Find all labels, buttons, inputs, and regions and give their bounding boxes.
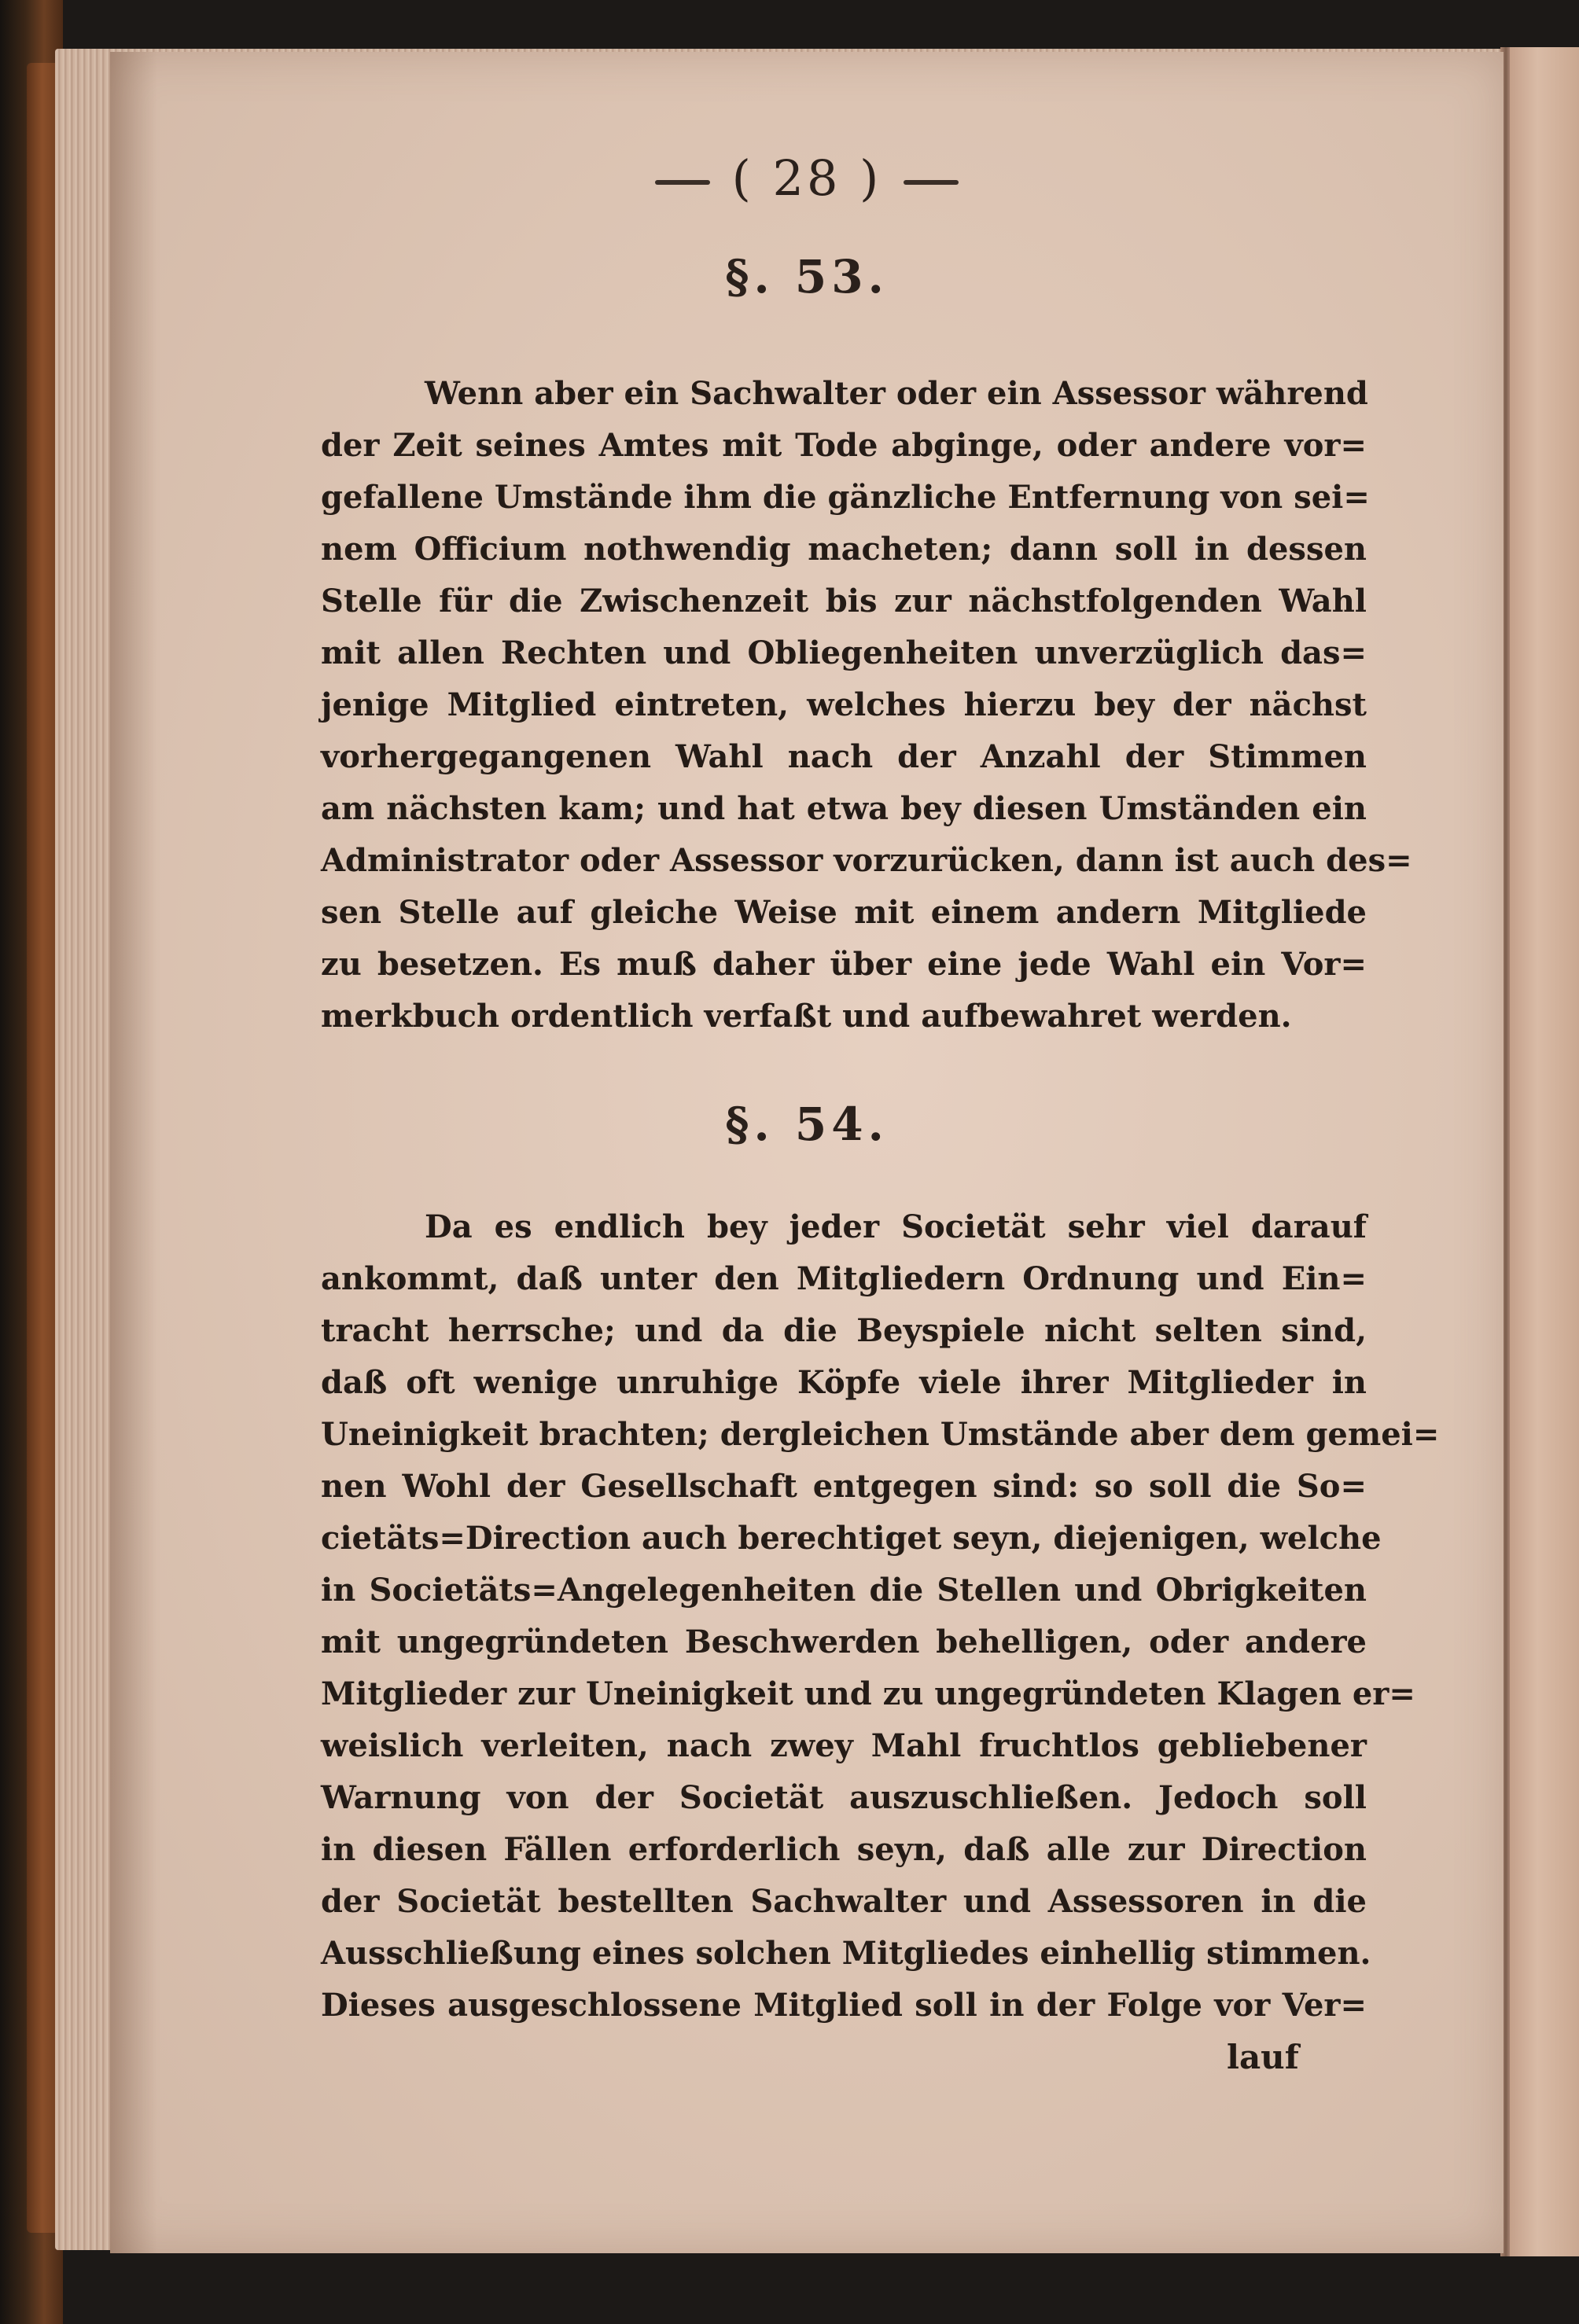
paragraph-line: in diesen Fällen erforderlich seyn, daß alle zur Direction (321, 1831, 1367, 1868)
paragraph-line: nen Wohl der Gesellschaft entgegen sind: so soll die So= (321, 1468, 1367, 1505)
paragraph-line: mit ungegründeten Beschwerden behelligen, oder andere (321, 1623, 1367, 1660)
section-53-paragraph (321, 368, 1412, 1042)
section-53-heading: §. 53. (725, 250, 889, 303)
paragraph-line: jenige Mitglied eintreten, welches hierzu bey der nächst (321, 686, 1367, 723)
page-header (110, 149, 1504, 207)
header-dash-right (904, 180, 959, 185)
paragraph-line: in Societäts=Angelegenheiten die Stellen und Obrigkeiten (321, 1572, 1367, 1609)
paragraph-line: mit allen Rechten und Obliegenheiten unverzüglich das= (321, 634, 1367, 671)
paragraph-line: vorhergegangenen Wahl nach der Anzahl der Stimmen (321, 738, 1367, 775)
paragraph-line: Stelle für die Zwischenzeit bis zur nächstfolgenden Wahl (321, 583, 1367, 620)
paragraph-line: tracht herrsche; und da die Beyspiele nicht selten sind, (321, 1312, 1367, 1349)
paragraph-line: Warnung von der Societät auszuschließen. Jedoch soll (321, 1779, 1367, 1816)
paragraph-line: der Zeit seines Amtes mit Tode abginge, oder andere vor= (321, 427, 1367, 464)
paragraph-line: daß oft wenige unruhige Köpfe viele ihrer Mitglieder in (321, 1364, 1367, 1401)
catchword: lauf (1227, 2038, 1299, 2076)
section-54-paragraph (321, 1201, 1440, 2032)
paragraph-line: Ausschließung eines solchen Mitgliedes einhellig stimmen. (321, 1935, 1371, 1972)
paragraph-line: Mitglieder zur Uneinigkeit und zu ungegründeten Klagen er= (321, 1675, 1415, 1712)
facing-page-edge (1510, 47, 1579, 2256)
paragraph-line: zu besetzen. Es muß daher über eine jede Wahl ein Vor= (321, 946, 1367, 983)
section-54-heading: §. 54. (725, 1098, 889, 1151)
paragraph-line: Dieses ausgeschlossene Mitglied soll in der Folge vor Ver= (321, 1987, 1367, 2024)
paragraph-line: am nächsten kam; und hat etwa bey diesen Umständen ein (321, 790, 1367, 827)
paragraph-line: gefallene Umstände ihm die gänzliche Entfernung von sei= (321, 479, 1370, 516)
paragraph-line: ankommt, daß unter den Mitgliedern Ordnung und Ein= (321, 1260, 1367, 1297)
paragraph-line: Uneinigkeit brachten; dergleichen Umstände aber dem gemei= (321, 1416, 1440, 1453)
paragraph-line: Wenn aber ein Sachwalter oder ein Assessor während (425, 375, 1368, 412)
paragraph-line: weislich verleiten, nach zwey Mahl fruchtlos gebliebener (321, 1727, 1367, 1764)
paragraph-line: sen Stelle auf gleiche Weise mit einem andern Mitgliede (321, 894, 1367, 931)
paragraph-line: Administrator oder Assessor vorzurücken, dann ist auch des= (321, 842, 1412, 879)
page-left-shadow (110, 52, 157, 2253)
paragraph-line: cietäts=Direction auch berechtiget seyn, diejenigen, welche (321, 1520, 1382, 1557)
paragraph-line: Da es endlich bey jeder Societät sehr viel darauf (425, 1208, 1367, 1245)
header-dash-left (655, 180, 710, 185)
paragraph-line: nem Officium nothwendig macheten; dann soll in dessen (321, 531, 1367, 568)
paragraph-line: merkbuch ordentlich verfaßt und aufbewahret werden. (321, 998, 1292, 1035)
paragraph-line: der Societät bestellten Sachwalter und Assessoren in die (321, 1883, 1367, 1920)
page-number: ( 28 ) (731, 149, 882, 207)
